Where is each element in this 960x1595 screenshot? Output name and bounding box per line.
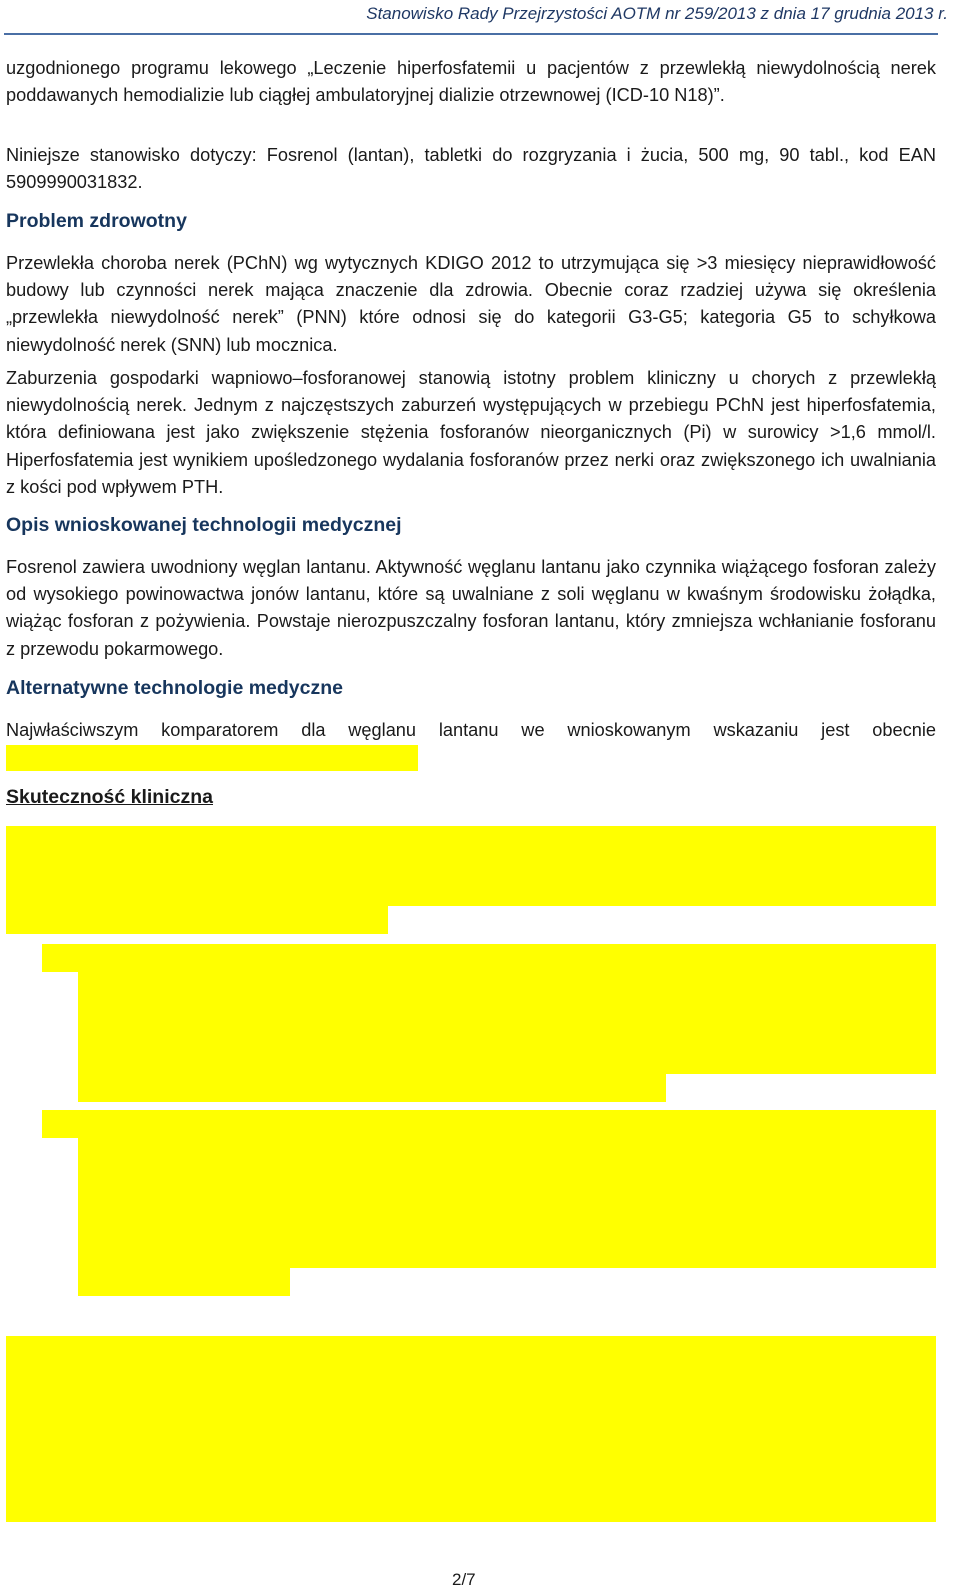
heading-technology: Opis wnioskowanej technologii medycznej bbox=[6, 514, 402, 536]
problem-paragraph-1: Przewlekła choroba nerek (PChN) wg wytycznych KDIGO 2012 to utrzymująca się >3 miesięcy nieprawidłowość budowy lub czynności nerek mająca znaczenie dla zdrowia. Obecnie coraz rzadziej używa się określenia „przewlekła niewydolność nerek” (PNN) które odnosi się do kategorii G3-G5; kategoria G5 to schyłkowa niewydolność nerek (SNN) lub mocznica. bbox=[6, 253, 936, 355]
redaction-block bbox=[78, 972, 936, 1074]
redaction-block bbox=[6, 745, 418, 771]
redaction-block bbox=[6, 826, 936, 906]
heading-problem: Problem zdrowotny bbox=[6, 210, 187, 232]
scope-paragraph: Niniejsze stanowisko dotyczy: Fosrenol (lantan), tabletki do rozgryzania i żucia, 500 mg, 90 tabl., kod EAN 5909990031832. bbox=[6, 145, 936, 193]
technology-paragraph: Fosrenol zawiera uwodniony węglan lantanu. Aktywność węglanu lantanu jako czynnika wiążącego fosforan zależy od wysokiego powinowactwa jonów lantanu, które są uwalniane z soli węglanu w kwaśnym środowisku żołądka, wiążąc fosforan z pożywienia. Powstaje nierozpuszczalny fosforan lantanu, który zmniejsza wchłanianie fosforanu z przewodu pokarmowego. bbox=[6, 557, 936, 659]
page-number: 2/7 bbox=[452, 1570, 476, 1589]
intro-continuation-paragraph: uzgodnionego programu lekowego „Leczenie hiperfosfatemii u pacjentów z przewlekłą niewydolnością nerek poddawanych hemodializie lub ciągłej ambulatoryjnej dializie otrzewnowej (ICD-10 N18)”. bbox=[6, 58, 936, 106]
redaction-block bbox=[42, 1110, 936, 1138]
redaction-block bbox=[42, 944, 936, 972]
redaction-block bbox=[6, 1336, 936, 1522]
redaction-block bbox=[78, 1138, 936, 1268]
header-divider bbox=[4, 33, 938, 35]
redaction-block bbox=[78, 1268, 290, 1296]
heading-efficacy: Skuteczność kliniczna bbox=[6, 786, 213, 808]
redaction-block bbox=[78, 1074, 666, 1102]
redaction-block bbox=[6, 906, 388, 934]
page-header-title: Stanowisko Rady Przejrzystości AOTM nr 259/2013 z dnia 17 grudnia 2013 r. bbox=[366, 4, 948, 23]
alternatives-paragraph: Najwłaściwszym komparatorem dla węglanu lantanu we wnioskowanym wskazaniu jest obecnie bbox=[6, 720, 936, 740]
problem-paragraph-2: Zaburzenia gospodarki wapniowo–fosforanowej stanowią istotny problem kliniczny u chorych z przewlekłą niewydolnością nerek. Jednym z najczęstszych zaburzeń występujących w przebiegu PChN jest hiperfosfatemia, która definiowana jest jako zwiększenie stężenia fosforanów nieorganicznych (Pi) w surowicy >1,6 mmol/l. Hiperfosfatemia jest wynikiem upośledzonego wydalania fosforanów przez nerki oraz zwiększonego ich uwalniania z kości pod wpływem PTH. bbox=[6, 368, 936, 497]
heading-alternatives: Alternatywne technologie medyczne bbox=[6, 677, 343, 699]
